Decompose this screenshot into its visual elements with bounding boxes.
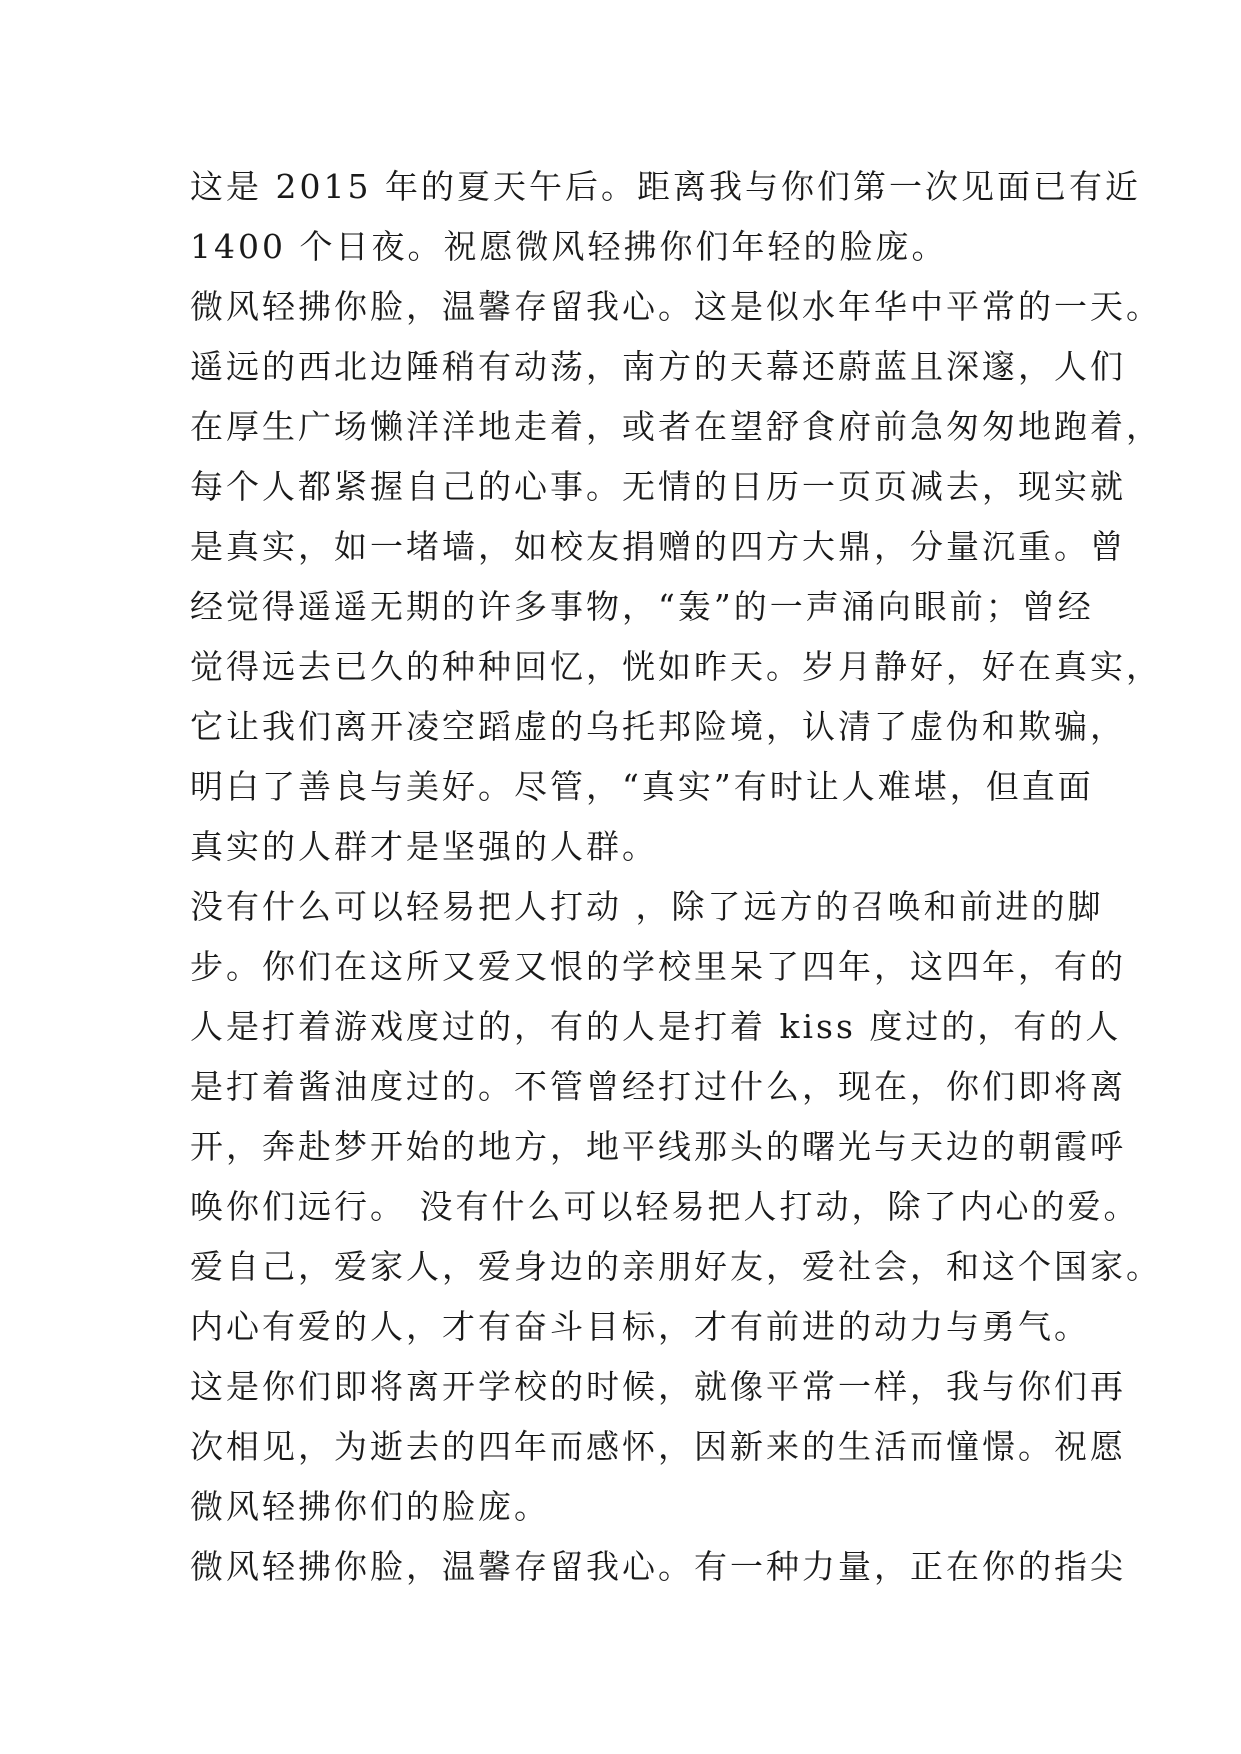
text-line: 每个人都紧握自己的心事。无情的日历一页页减去，现实就 [190, 467, 1126, 506]
text-line: 明白了善良与美好。尽管，“真实”有时让人难堪，但直面 [190, 767, 1094, 806]
text-line: 1400 个日夜。祝愿微风轻拂你们年轻的脸庞。 [190, 227, 948, 266]
text-line: 它让我们离开凌空蹈虚的乌托邦险境，认清了虚伪和欺骗， [190, 707, 1126, 746]
text-line: 在厚生广场懒洋洋地走着，或者在望舒食府前急匆匆地跑着， [190, 407, 1162, 446]
text-line: 这是你们即将离开学校的时候，就像平常一样，我与你们再 [190, 1367, 1126, 1406]
text-line: 是真实，如一堵墙，如校友捐赠的四方大鼎，分量沉重。曾 [190, 527, 1126, 566]
text-line: 微风轻拂你们的脸庞。 [190, 1487, 550, 1526]
body-text [190, 157, 1162, 1597]
text-line: 没有什么可以轻易把人打动 ，除了远方的召唤和前进的脚 [190, 887, 1104, 926]
text-line: 唤你们远行。 没有什么可以轻易把人打动，除了内心的爱。 [190, 1187, 1140, 1226]
text-line: 这是 2015 年的夏天午后。距离我与你们第一次见面已有近 [190, 167, 1141, 206]
text-line: 内心有爱的人，才有奋斗目标，才有前进的动力与勇气。 [190, 1307, 1090, 1346]
text-line: 微风轻拂你脸，温馨存留我心。这是似水年华中平常的一天。 [190, 287, 1162, 326]
text-line: 人是打着游戏度过的，有的人是打着 kiss 度过的，有的人 [190, 1007, 1122, 1046]
text-line: 步。你们在这所又爱又恨的学校里呆了四年，这四年，有的 [190, 947, 1126, 986]
text-line: 次相见，为逝去的四年而感怀，因新来的生活而憧憬。祝愿 [190, 1427, 1126, 1466]
text-line: 遥远的西北边陲稍有动荡，南方的天幕还蔚蓝且深邃，人们 [190, 347, 1126, 386]
text-line: 觉得远去已久的种种回忆，恍如昨天。岁月静好，好在真实， [190, 647, 1162, 686]
text-line: 开，奔赴梦开始的地方，地平线那头的曙光与天边的朝霞呼 [190, 1127, 1126, 1166]
text-line: 爱自己，爱家人，爱身边的亲朋好友，爱社会，和这个国家。 [190, 1247, 1162, 1286]
text-line: 微风轻拂你脸，温馨存留我心。有一种力量，正在你的指尖 [190, 1547, 1126, 1586]
text-line: 是打着酱油度过的。不管曾经打过什么，现在，你们即将离 [190, 1067, 1126, 1106]
text-line: 真实的人群才是坚强的人群。 [190, 827, 658, 866]
text-line: 经觉得遥遥无期的许多事物，“轰”的一声涌向眼前；曾经 [190, 587, 1094, 626]
